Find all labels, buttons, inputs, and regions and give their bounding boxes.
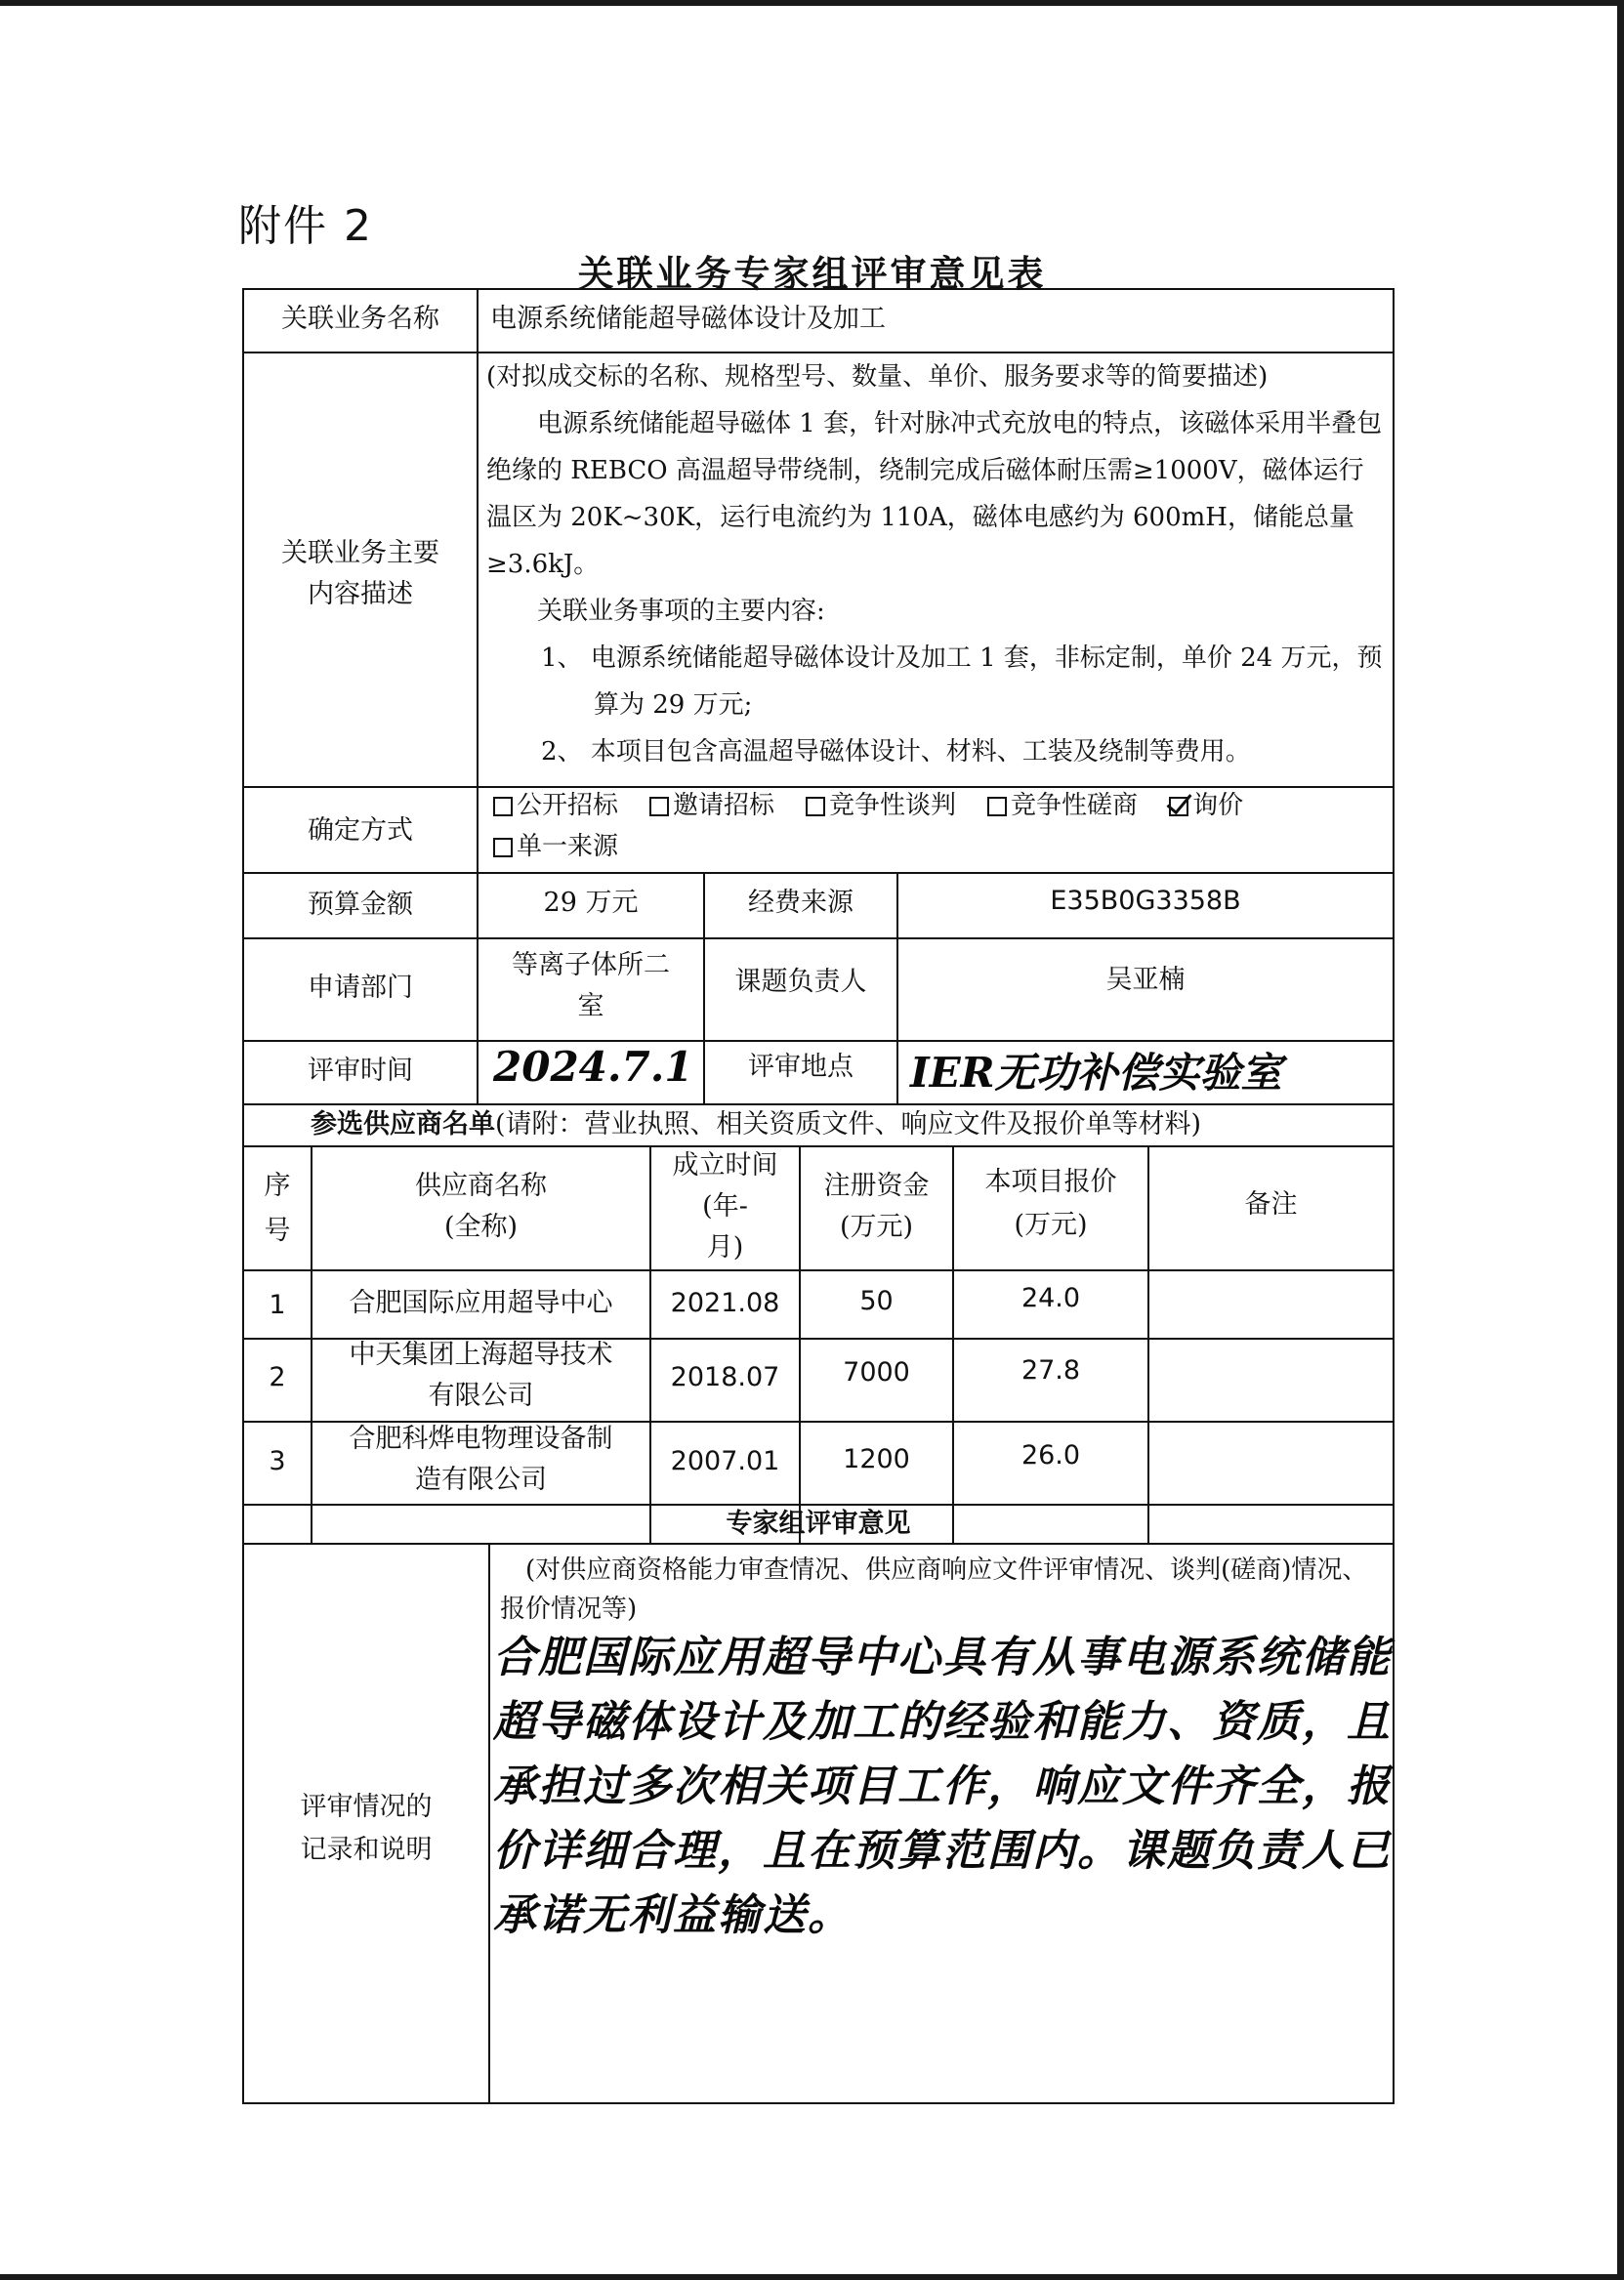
table-row-seq: 2: [269, 1362, 286, 1392]
header-founded-3: 月): [706, 1232, 744, 1263]
table-row-name-cont: 有限公司: [428, 1381, 534, 1411]
table-row-founded: 2021.08: [670, 1288, 780, 1318]
table-row-name-cont: 造有限公司: [415, 1465, 547, 1495]
table-row-name: 合肥国际应用超导中心: [349, 1288, 613, 1318]
option-single-source[interactable]: 单一来源: [493, 832, 618, 861]
option-competitive-negotiation[interactable]: 竞争性谈判: [806, 791, 956, 820]
option-invited-tender[interactable]: 邀请招标: [649, 791, 774, 820]
desc-item: 1、 电源系统储能超导磁体设计及加工 1 套，非标定制，单价 24 万元，预算为 29 万元;: [541, 643, 1383, 720]
method-label: 确定方式: [308, 815, 413, 846]
table-row-name: 中天集团上海超导技术: [349, 1340, 613, 1370]
method-options: [493, 785, 1387, 867]
opinion-handwritten: 合肥国际应用超导中心具有从事电源系统储能超导磁体设计及加工的经验和能力、资质，且承担过多次相关项目工作，响应文件齐全，报价详细合理，且在预算范围内。课题负责人已承诺无利益输送。: [493, 1633, 1392, 1940]
row-line: [242, 1269, 1395, 1271]
business-desc-label-1: 关联业务主要: [281, 538, 439, 568]
checkbox-icon[interactable]: [987, 797, 1007, 816]
table-row-seq: 1: [269, 1290, 286, 1320]
table-row-seq: 3: [269, 1446, 286, 1476]
review-time-label: 评审时间: [308, 1056, 413, 1086]
desc-intro: (对拟成交标的名称、规格型号、数量、单价、服务要求等的简要描述): [486, 362, 1269, 392]
opinion-label-2: 记录和说明: [300, 1835, 433, 1865]
table-row-capital: 1200: [843, 1444, 910, 1474]
option-inquiry[interactable]: 询价: [1169, 791, 1243, 820]
attachment-label: 附件 2: [238, 201, 373, 251]
opinion-label-1: 评审情况的: [300, 1792, 433, 1822]
option-public-tender[interactable]: 公开招标: [493, 791, 618, 820]
review-place-handwritten: IER无功补偿实验室: [910, 1049, 1282, 1097]
header-remark: 备注: [1244, 1189, 1298, 1220]
review-time-handwritten: 2024.7.1: [493, 1043, 693, 1091]
opinion-section-title: 专家组评审意见: [726, 1509, 911, 1539]
dept-value-1: 等离子体所二: [512, 950, 670, 980]
header-capital-2: (万元): [839, 1212, 914, 1242]
table-row-quote: 26.0: [1020, 1440, 1081, 1471]
checkbox-icon[interactable]: [806, 797, 825, 816]
supplier-section-note: (请附：营业执照、相关资质文件、响应文件及报价单等材料): [495, 1109, 1202, 1140]
table-row-quote: 27.8: [1020, 1355, 1081, 1386]
business-desc-label-2: 内容描述: [308, 579, 413, 609]
table-row-quote: 24.0: [1020, 1283, 1081, 1313]
scan-edge-top: [0, 0, 1624, 6]
business-name-value: 电源系统储能超导磁体设计及加工: [490, 304, 886, 334]
scan-edge-right: [1617, 0, 1624, 2280]
dept-label: 申请部门: [308, 973, 413, 1003]
header-seq-1: 序: [264, 1171, 291, 1201]
supplier-section-title: 参选供应商名单: [311, 1109, 495, 1140]
col-line: [799, 1145, 801, 1543]
review-place-label: 评审地点: [748, 1052, 854, 1082]
opinion-hint: (对供应商资格能力审查情况、供应商响应文件评审情况、谈判(磋商)情况、报价情况等): [500, 1555, 1368, 1624]
header-quote-2: (万元): [1014, 1210, 1088, 1240]
leader-label: 课题负责人: [734, 967, 867, 997]
fund-source-value: E35B0G3358B: [1050, 886, 1241, 916]
row-line: [242, 1543, 1395, 1545]
header-name-1: 供应商名称: [415, 1171, 547, 1201]
checkbox-icon[interactable]: [493, 838, 513, 857]
row-line: [242, 937, 1395, 939]
budget-value: 29 万元: [543, 888, 639, 918]
checkbox-checked-icon[interactable]: [1169, 797, 1188, 816]
table-row-capital: 7000: [843, 1357, 910, 1388]
table-row-capital: 50: [859, 1286, 894, 1316]
checkbox-icon[interactable]: [493, 797, 513, 816]
option-competitive-consultation[interactable]: 竞争性磋商: [987, 791, 1138, 820]
checkbox-icon[interactable]: [649, 797, 669, 816]
col-line: [952, 1145, 954, 1543]
dept-value-2: 室: [577, 991, 604, 1021]
header-seq-2: 号: [264, 1216, 291, 1246]
header-founded-2: (年-: [702, 1191, 748, 1222]
leader-value: 吴亚楠: [1105, 965, 1186, 995]
row-line: [242, 1103, 1395, 1105]
table-row-founded: 2007.01: [670, 1446, 780, 1476]
business-description: [486, 353, 1385, 775]
desc-paragraph: 电源系统储能超导磁体 1 套，针对脉冲式充放电的特点，该磁体采用半叠包绝缘的 REBCO 高温超导带绕制，绕制完成后磁体耐压需≥1000V，磁体运行温区为 20K~30K，运行电流约为 110A，磁体电感约为 600mH，储能总量≥3.6kJ。: [486, 409, 1383, 579]
supplier-section-header: [311, 1106, 1385, 1143]
col-line: [488, 1543, 490, 2104]
header-capital-1: 注册资金: [823, 1171, 930, 1201]
desc-items-heading: 关联业务事项的主要内容:: [537, 597, 825, 626]
desc-item: 2、 本项目包含高温超导磁体设计、材料、工装及绕制等费用。: [541, 737, 1251, 767]
header-quote-1: 本项目报价: [984, 1167, 1117, 1197]
budget-label: 预算金额: [308, 890, 413, 920]
row-line: [242, 1145, 1395, 1147]
header-founded-1: 成立时间: [672, 1150, 778, 1181]
business-name-label: 关联业务名称: [281, 304, 439, 334]
form-title: 关联业务专家组评审意见表: [577, 252, 1047, 295]
scan-edge-bottom: [0, 2274, 1624, 2280]
fund-source-label: 经费来源: [748, 888, 854, 918]
header-name-2: (全称): [443, 1212, 519, 1242]
table-row-founded: 2018.07: [670, 1362, 780, 1392]
row-line: [242, 872, 1395, 874]
table-row-name: 合肥科烨电物理设备制: [349, 1424, 613, 1454]
